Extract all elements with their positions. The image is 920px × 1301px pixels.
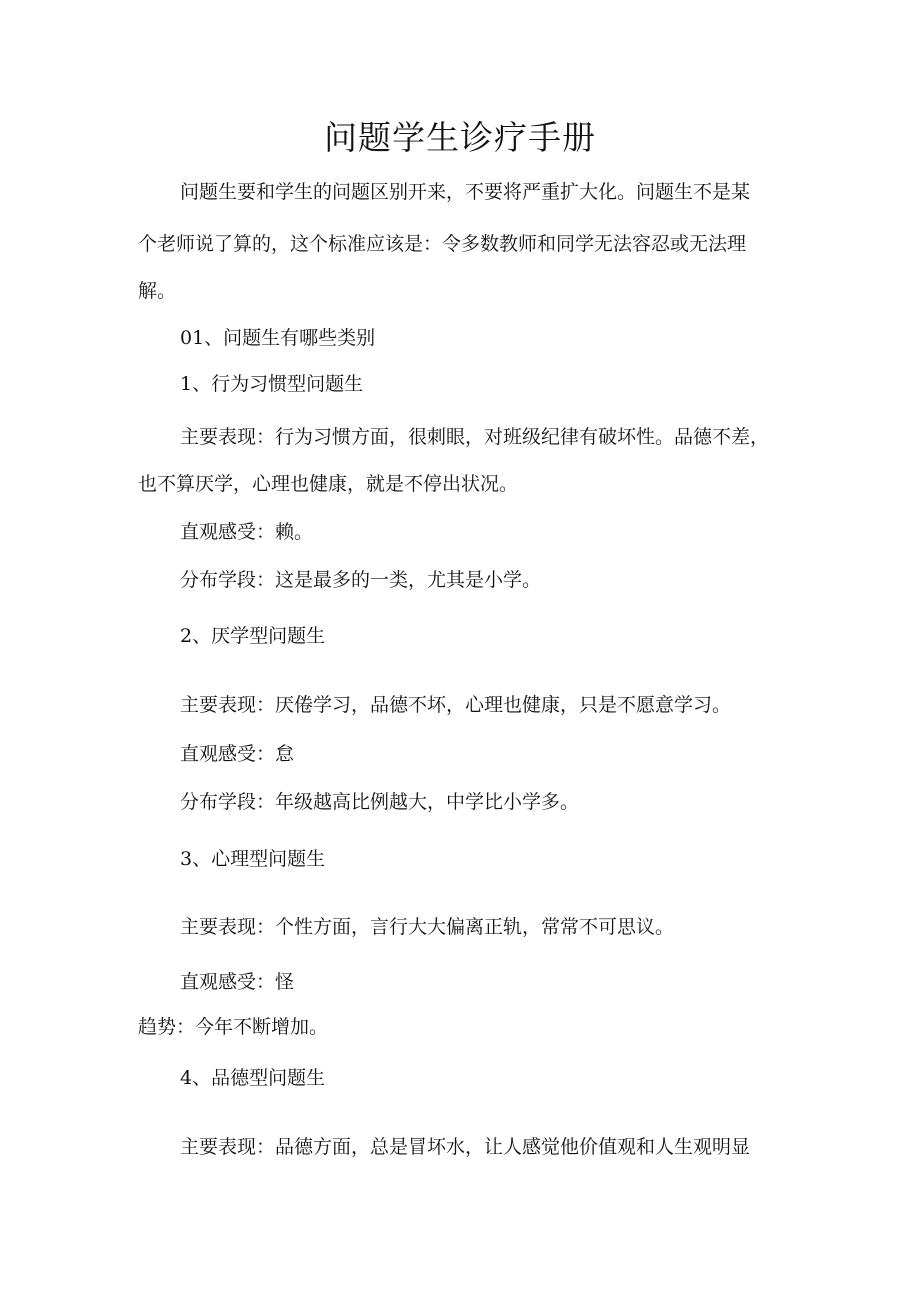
intro-line-1: 问题生要和学生的问题区别开来，不要将严重扩大化。问题生不是某 bbox=[180, 181, 751, 203]
type1-feeling: 直观感受：赖。 bbox=[180, 521, 314, 543]
type3-feeling: 直观感受：怪 bbox=[180, 971, 295, 993]
type1-desc-line-2: 也不算厌学，心理也健康，就是不停出状况。 bbox=[138, 473, 519, 495]
type2-distribution: 分布学段：年级越高比例越大，中学比小学多。 bbox=[180, 791, 580, 813]
type1-distribution: 分布学段：这是最多的一类，尤其是小学。 bbox=[180, 569, 542, 591]
type3-desc: 主要表现：个性方面，言行大大偏离正轨，常常不可思议。 bbox=[180, 916, 675, 938]
type1-heading: 1、行为习惯型问题生 bbox=[180, 373, 364, 395]
type2-feeling: 直观感受：怠 bbox=[180, 743, 295, 765]
type3-heading: 3、心理型问题生 bbox=[180, 848, 326, 870]
type3-trend: 趋势：今年不断增加。 bbox=[138, 1016, 329, 1038]
type2-heading: 2、厌学型问题生 bbox=[180, 625, 326, 647]
type1-desc-line-1: 主要表现：行为习惯方面，很刺眼，对班级纪律有破坏性。品德不差， bbox=[180, 426, 770, 448]
type4-heading: 4、品德型问题生 bbox=[180, 1067, 326, 1089]
type2-desc: 主要表现：厌倦学习，品德不坏，心理也健康，只是不愿意学习。 bbox=[180, 694, 732, 716]
intro-line-2: 个老师说了算的，这个标准应该是：令多数教师和同学无法容忍或无法理 bbox=[138, 233, 747, 255]
intro-line-3: 解。 bbox=[138, 280, 177, 302]
section-heading: 01、问题生有哪些类别 bbox=[180, 327, 376, 349]
type4-desc-line-1: 主要表现：品德方面，总是冒坏水，让人感觉他价值观和人生观明显 bbox=[180, 1136, 751, 1158]
document-title: 问题学生诊疗手册 bbox=[324, 118, 596, 157]
